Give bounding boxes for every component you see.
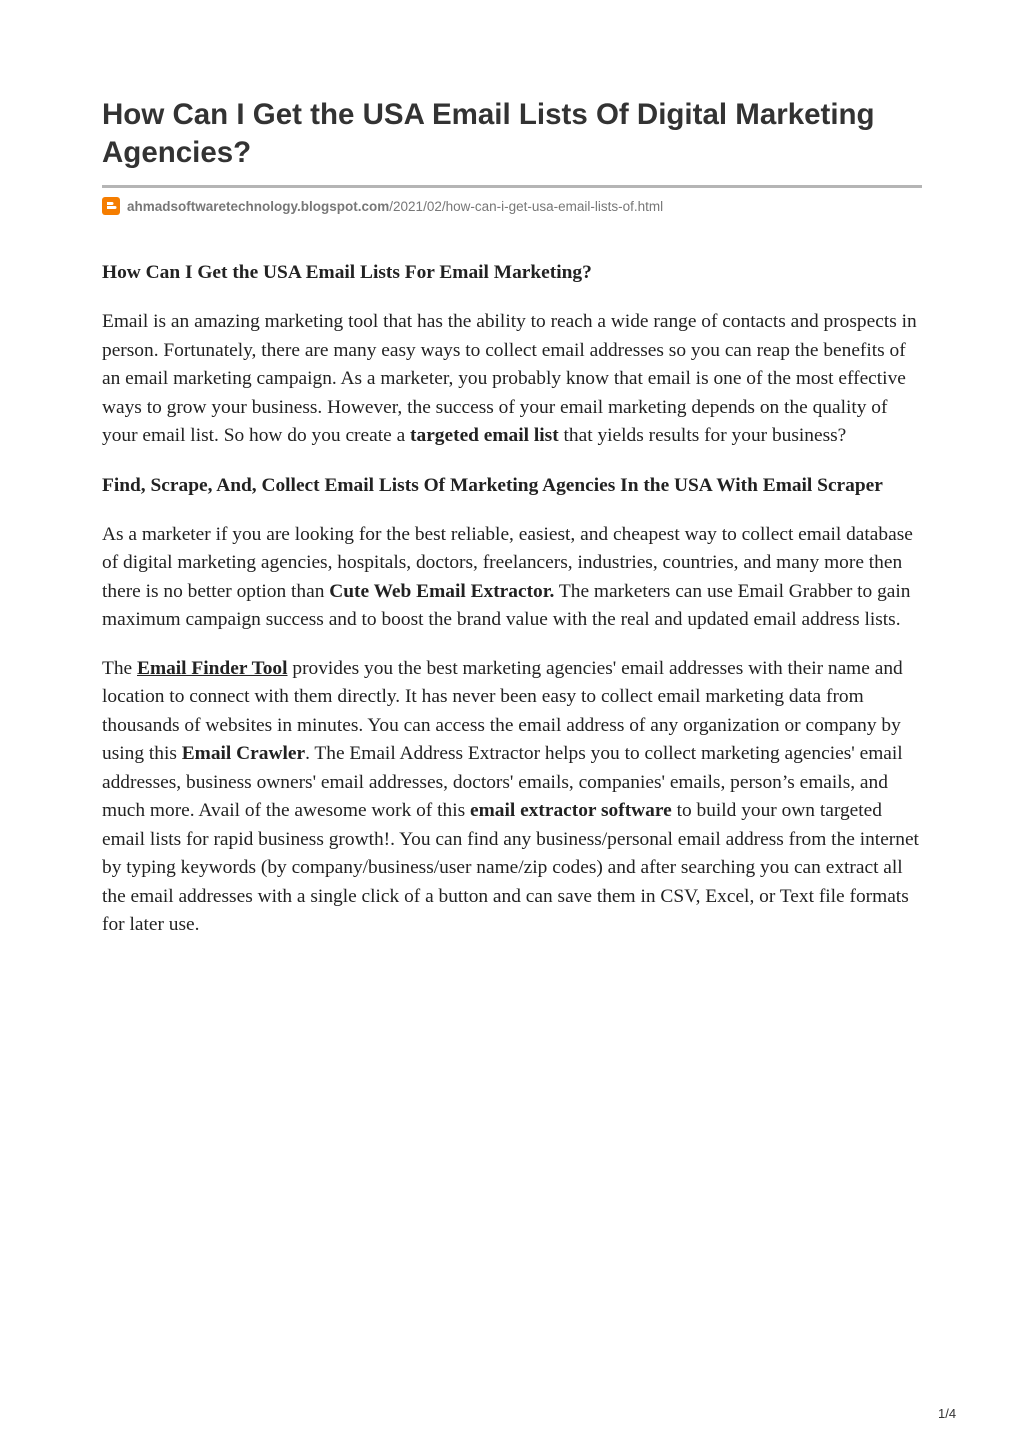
source-domain[interactable]: ahmadsoftwaretechnology.blogspot.com bbox=[127, 198, 390, 214]
paragraph-text: Email is an amazing marketing tool that has the ability to reach a wide range of contacts and prospects in person. Fortunately, there are many easy ways to collect email addresses so you can reap the benefits of an email marketing campaign. As a marketer, you probably know that email is one of the most effective ways to grow your business. However, the success of your email marketing depends on the quality of your email list. So how do you create a bbox=[102, 311, 917, 446]
section-heading: Find, Scrape, And, Collect Email Lists Of Marketing Agencies In the USA With Email Scraper bbox=[102, 474, 883, 496]
paragraph-text: The marketers can use Email Grabber to gain maximum campaign success and to boost the brand value with the real and updated email address lists. bbox=[102, 580, 911, 630]
source-url[interactable] bbox=[102, 197, 922, 215]
article-body bbox=[102, 259, 922, 940]
source-path[interactable]: /2021/02/how-can-i-get-usa-email-lists-of.html bbox=[389, 198, 664, 214]
blogger-icon bbox=[102, 197, 120, 215]
bold-phrase: email extractor software bbox=[470, 800, 672, 821]
paragraph bbox=[102, 521, 922, 635]
paragraph-text: As a marketer if you are looking for the best reliable, easiest, and cheapest way to collect email database of digital marketing agencies, hospitals, doctors, freelancers, industries, countries, and many more then there is no better option than bbox=[102, 523, 913, 602]
bold-phrase: Cute Web Email Extractor. bbox=[329, 580, 555, 602]
paragraph-text: provides you the best marketing agencies' email addresses with their name and location to connect with them directly. It has never been easy to collect email marketing data from thousands of websites in minutes. You can access the email address of any organization or company by using this bbox=[102, 657, 903, 764]
paragraph-text: that yields results for your business? bbox=[563, 425, 847, 446]
paragraph bbox=[102, 655, 922, 940]
paragraph-text: . The Email Address Extractor helps you to collect marketing agencies' email addresses, business owners' email addresses, doctors' emails, companies' emails, person’s emails, and much more. Avail of the awesome work of this bbox=[102, 743, 903, 821]
paragraph bbox=[102, 308, 922, 451]
page-number: 1/4 bbox=[938, 1406, 957, 1421]
page-title: How Can I Get the USA Email Lists Of Digital Marketing Agencies? bbox=[102, 98, 875, 169]
title-divider bbox=[102, 185, 922, 188]
email-finder-tool-link[interactable]: Email Finder Tool bbox=[137, 657, 288, 679]
paragraph-text: to build your own targeted email lists for rapid business growth!. You can find any business/personal email address from the internet by typing keywords (by company/business/user name/zip codes) and after searching you can extract all the email addresses with a single click of a button and can save them in CSV, Excel, or Text file formats for later use. bbox=[102, 800, 919, 935]
bold-phrase: Email Crawler bbox=[181, 743, 306, 764]
paragraph-text: The bbox=[102, 657, 133, 679]
document-page bbox=[102, 96, 922, 940]
section-heading: How Can I Get the USA Email Lists For Email Marketing? bbox=[102, 262, 592, 283]
bold-phrase: targeted email list bbox=[410, 425, 559, 446]
